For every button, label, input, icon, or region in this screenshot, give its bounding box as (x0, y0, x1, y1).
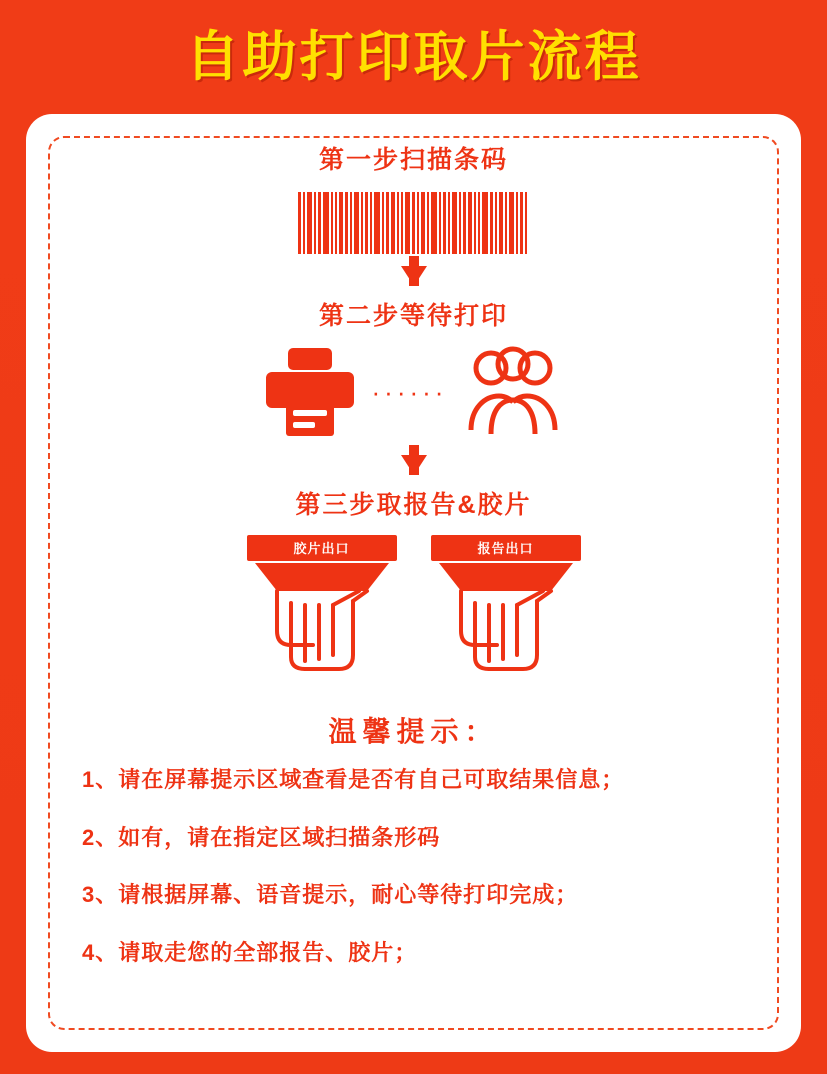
content-card (26, 114, 801, 1052)
arrow-down-icon-2 (401, 455, 427, 475)
printer-waiting-illustration (262, 346, 566, 443)
pickup-illustration (247, 535, 581, 684)
tip-item: 3、请根据屏幕、语音提示，耐心等待打印完成； (82, 882, 579, 907)
page-title: 自助打印取片流程 (185, 27, 642, 87)
arrow-down-icon-1 (401, 266, 427, 286)
tip-item: 1、请在屏幕提示区域查看是否有自己可取结果信息； (82, 767, 625, 792)
step-2-label: 第二步等待打印 (318, 302, 508, 330)
people-waiting-icon (461, 346, 565, 443)
report-slot-label: 报告出口 (431, 535, 581, 561)
barcode-icon (298, 192, 529, 254)
waiting-dots-icon: ······ (371, 376, 448, 407)
film-slot-label: 胶片出口 (247, 535, 397, 561)
printer-icon (262, 346, 358, 443)
film-slot (247, 535, 397, 684)
step-1-label: 第一步扫描条码 (318, 146, 508, 174)
report-slot (431, 535, 581, 684)
hand-taking-film-icon (247, 561, 397, 679)
flow-container (26, 114, 801, 1052)
hand-taking-report-icon (431, 561, 581, 679)
step-3-label: 第三步取报告&胶片 (295, 491, 532, 519)
tips-title: 温馨提示： (328, 716, 499, 747)
tip-item: 4、请取走您的全部报告、胶片； (82, 939, 418, 965)
tip-item: 2、如有，请在指定区域扫描条形码 (82, 824, 441, 850)
tips-list (60, 766, 767, 996)
